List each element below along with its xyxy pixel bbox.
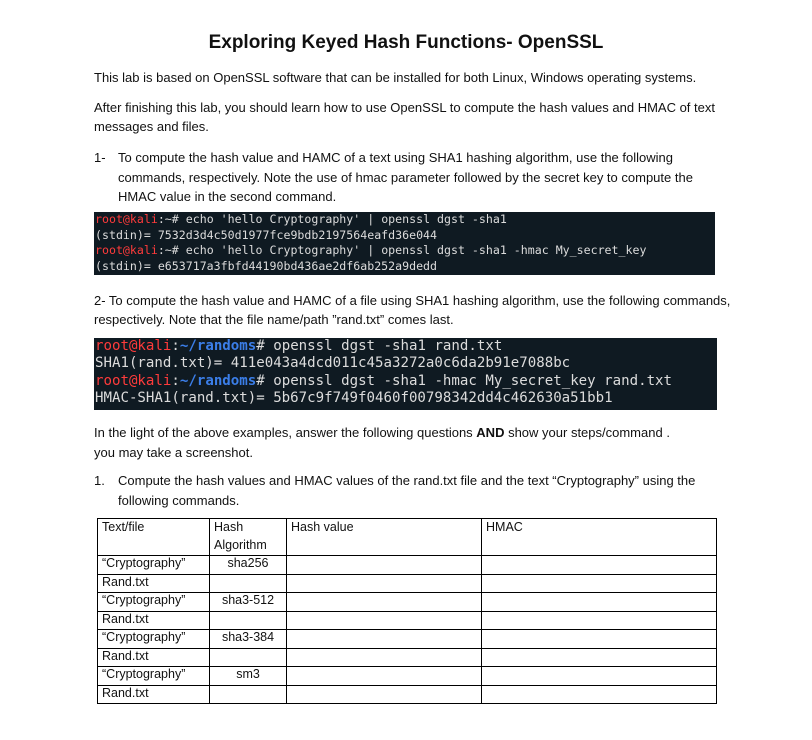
cell-item: Rand.txt: [98, 685, 210, 704]
step-2: 2- To compute the hash value and HAMC of a file using SHA1 hashing algorithm, use the following commands, respectively. Note that the file name/path ”rand.txt” comes last.: [94, 293, 731, 327]
header-hmac: HMAC: [482, 519, 717, 556]
table-row: [98, 685, 717, 704]
step-1-text: To compute the hash value and HAMC of a text using SHA1 hashing algorithm, use the following commands, respectively. Note the use of hmac parameter followed by the secret key to compute the HMAC value in the second command.: [118, 150, 693, 204]
cell-hash-value[interactable]: [287, 593, 482, 612]
header-text-file: Text/file: [98, 519, 210, 556]
cell-hash-value[interactable]: [287, 685, 482, 704]
table-row: [98, 630, 717, 649]
cell-hmac[interactable]: [482, 685, 717, 704]
cell-hmac[interactable]: [482, 630, 717, 649]
objective-paragraph: After finishing this lab, you should learn how to use OpenSSL to compute the hash values and HMAC of text messages and files.: [94, 100, 715, 134]
intro-paragraph: This lab is based on OpenSSL software that can be installed for both Linux, Windows operating systems.: [94, 70, 697, 85]
task-1: [94, 471, 734, 511]
cell-hmac[interactable]: [482, 556, 717, 575]
terminal-line-4: (stdin)= e653717a3fbfd44190bd436ae2df6ab252a9dedd: [95, 258, 438, 273]
table-row: [98, 667, 717, 686]
cell-algorithm: [210, 611, 287, 630]
cell-algorithm: sha3-512: [210, 593, 287, 612]
header-hash-value: Hash value: [287, 519, 482, 556]
cell-item: Rand.txt: [98, 648, 210, 667]
cell-hash-value[interactable]: [287, 648, 482, 667]
terminal-line-3: root@kali:~/randoms# openssl dgst -sha1 -hmac My_secret_key rand.txt: [95, 372, 673, 389]
cell-algorithm: sha3-384: [210, 630, 287, 649]
terminal-line-3: root@kali:~# echo 'hello Cryptography' | openssl dgst -sha1 -hmac My_secret_key: [95, 243, 647, 258]
answer-table: [97, 518, 717, 704]
cell-item: “Cryptography”: [98, 556, 210, 575]
cell-hmac[interactable]: [482, 667, 717, 686]
cell-hmac[interactable]: [482, 574, 717, 593]
terminal-line-1: root@kali:~# echo 'hello Cryptography' | openssl dgst -sha1: [95, 212, 507, 226]
cell-item: Rand.txt: [98, 574, 210, 593]
document-title: Exploring Keyed Hash Functions- OpenSSL: [208, 32, 604, 53]
table-row: [98, 556, 717, 575]
step-1: [94, 148, 734, 208]
cell-algorithm: [210, 648, 287, 667]
cell-hash-value[interactable]: [287, 630, 482, 649]
cell-hmac[interactable]: [482, 611, 717, 630]
header-hash-algorithm: Hash Algorithm: [210, 519, 287, 556]
cell-algorithm: sha256: [210, 556, 287, 575]
cell-hmac[interactable]: [482, 593, 717, 612]
question-intro: In the light of the above examples, answer the following questions AND show your steps/command . you may take a screenshot.: [94, 425, 670, 460]
cell-algorithm: [210, 574, 287, 593]
cell-hash-value[interactable]: [287, 556, 482, 575]
cell-item: “Cryptography”: [98, 667, 210, 686]
table-row: [98, 574, 717, 593]
cell-hash-value[interactable]: [287, 611, 482, 630]
table-row: [98, 648, 717, 667]
terminal-line-2: (stdin)= 7532d3d4c50d1977fce9bdb2197564eafd36e044: [95, 227, 438, 242]
step-1-number: 1-: [94, 150, 106, 165]
terminal-screenshot-text: [94, 212, 715, 275]
task-1-number: 1.: [94, 473, 105, 488]
cell-hmac[interactable]: [482, 648, 717, 667]
cell-hash-value[interactable]: [287, 667, 482, 686]
table-row: [98, 611, 717, 630]
cell-hash-value[interactable]: [287, 574, 482, 593]
terminal-line-1: root@kali:~/randoms# openssl dgst -sha1 rand.txt: [95, 338, 503, 354]
task-1-text: Compute the hash values and HMAC values of the rand.txt file and the text “Cryptography” using the following commands.: [118, 473, 696, 508]
terminal-screenshot-file: [94, 338, 717, 410]
cell-algorithm: sm3: [210, 667, 287, 686]
terminal-line-4: HMAC-SHA1(rand.txt)= 5b67c9f749f0460f00798342dd4c462630a51bb1: [95, 390, 613, 407]
table-header-row: [98, 519, 717, 556]
cell-item: Rand.txt: [98, 611, 210, 630]
table-row: [98, 593, 717, 612]
terminal-line-2: SHA1(rand.txt)= 411e043a4dcd011c45a3272a0c6da2b91e7088bc: [95, 355, 571, 372]
cell-algorithm: [210, 685, 287, 704]
cell-item: “Cryptography”: [98, 593, 210, 612]
cell-item: “Cryptography”: [98, 630, 210, 649]
